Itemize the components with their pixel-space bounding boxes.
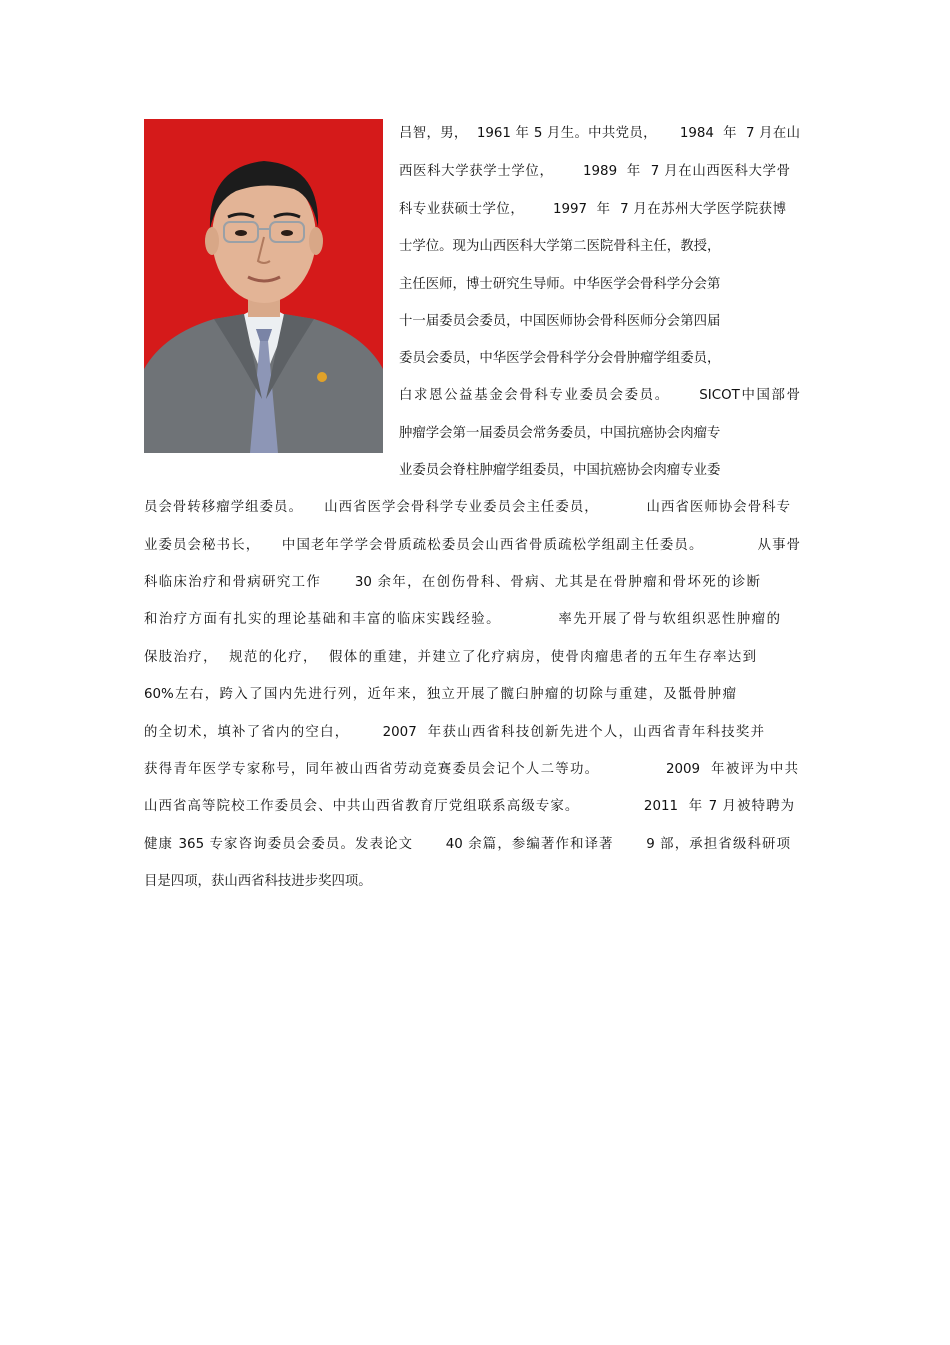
bio-line: 业委员会脊柱肿瘤学组委员，中国抗癌协会肉瘤专业委	[399, 463, 721, 478]
portrait-illustration	[144, 119, 383, 453]
bio-line: 白求恩公益基金会骨科专业委员会委员。 SICOT中国部骨	[399, 388, 800, 403]
bio-line: 肿瘤学会第一届委员会常务委员，中国抗癌协会肉瘤专	[399, 426, 721, 441]
bio-line: 西医科大学获学士学位， 1989 年 7 月在山西医科大学骨	[399, 164, 790, 179]
bio-line: 科临床治疗和骨病研究工作 30 余年，在创伤骨科、骨病、尤其是在骨肿瘤和骨坏死的诊断	[144, 575, 760, 590]
bio-line: 士学位。现为山西医科大学第二医院骨科主任，教授，	[399, 239, 721, 254]
bio-line: 吕智，男， 1961 年 5 月生。中共党员， 1984 年 7 月在山	[399, 126, 800, 141]
bio-line: 科专业获硕士学位， 1997 年 7 月在苏州大学医学院获博	[399, 202, 786, 217]
bio-line: 委员会委员，中华医学会骨科学分会骨肿瘤学组委员，	[399, 351, 721, 366]
bio-line: 的全切术，填补了省内的空白， 2007 年获山西省科技创新先进个人，山西省青年科技奖并	[144, 725, 764, 740]
bio-line: 业委员会秘书长， 中国老年学学会骨质疏松委员会山西省骨质疏松学组副主任委员。 从事骨	[144, 538, 800, 553]
bio-line: 山西省高等院校工作委员会、中共山西省教育厅党组联系高级专家。 2011 年 7 月被特聘为	[144, 799, 794, 814]
bio-line: 和治疗方面有扎实的理论基础和丰富的临床实践经验。 率先开展了骨与软组织恶性肿瘤的	[144, 612, 780, 627]
bio-line: 目是四项，获山西省科技进步奖四项。	[144, 874, 372, 889]
portrait-photo	[144, 119, 383, 453]
bio-line: 保肢治疗， 规范的化疗， 假体的重建，并建立了化疗病房，使骨肉瘤患者的五年生存率达到	[144, 650, 756, 665]
bio-line: 主任医师，博士研究生导师。中华医学会骨科学分会第	[399, 277, 721, 292]
bio-line: 获得青年医学专家称号，同年被山西省劳动竞赛委员会记个人二等功。 2009 年被评为中共	[144, 762, 798, 777]
bio-line: 员会骨转移瘤学组委员。 山西省医学会骨科学专业委员会主任委员， 山西省医师协会骨科专	[144, 500, 790, 515]
bio-line: 60%左右，跨入了国内先进行列，近年来，独立开展了髋臼肿瘤的切除与重建，及骶骨肿瘤	[144, 687, 736, 702]
bio-line: 十一届委员会委员，中国医师协会骨科医师分会第四届	[399, 314, 721, 329]
bio-line: 健康 365 专家咨询委员会委员。发表论文 40 余篇，参编著作和译著 9 部，承担省级科研项	[144, 837, 790, 852]
